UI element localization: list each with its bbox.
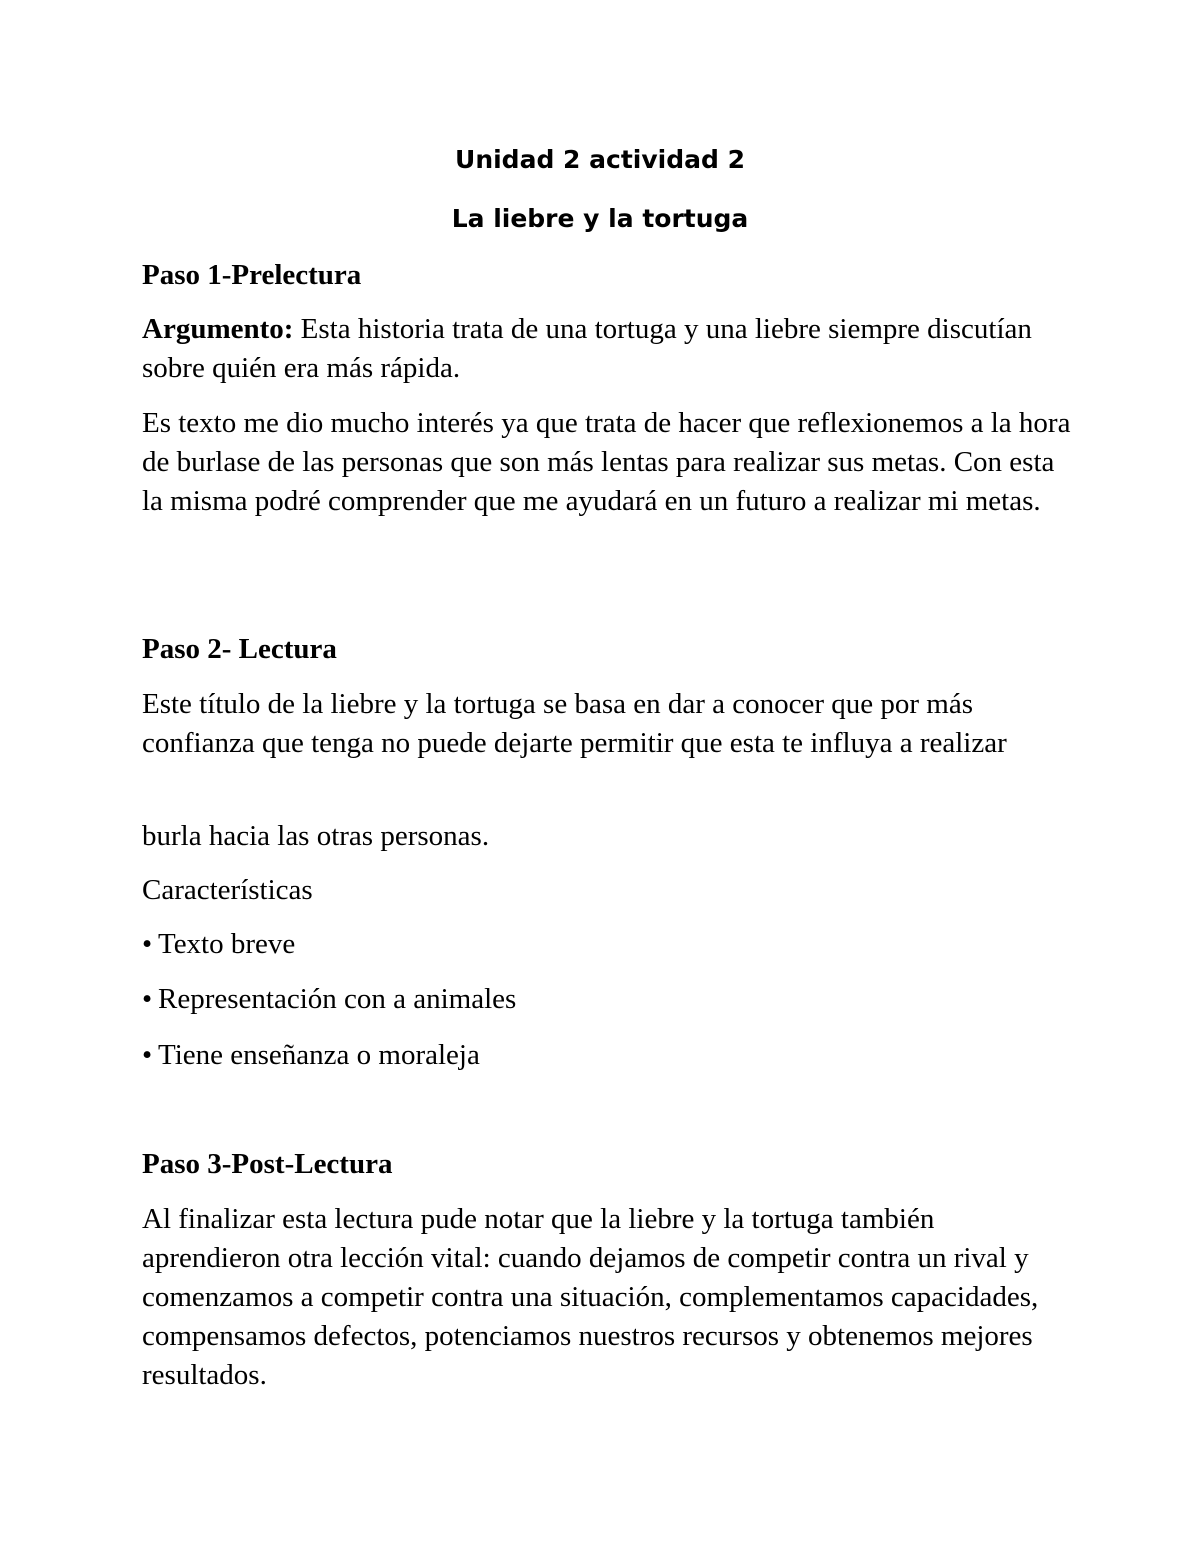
- feature-text: Tiene enseñanza o moraleja: [158, 1039, 480, 1071]
- paso2-heading: Paso 2- Lectura: [142, 633, 337, 665]
- bullet-icon: •: [142, 983, 153, 1015]
- bullet-icon: •: [142, 928, 153, 960]
- paso1-paragraph: Es texto me dio mucho interés ya que trata de hacer que reflexionemos a la hora de burlase de las personas que son más lentas para realizar sus metas. Con esta la misma podré comprender que me ayudará en un futuro a realizar mi metas.: [142, 407, 1071, 517]
- feature-text: Texto breve: [158, 928, 296, 960]
- paso1-argument: [142, 310, 1072, 388]
- feature-list-item: [142, 925, 1072, 964]
- features-label: Características: [142, 874, 313, 906]
- feature-list-item: [142, 980, 1072, 1019]
- document-title: Unidad 2 actividad 2: [455, 145, 745, 174]
- argument-text: Esta historia trata de una tortuga y una liebre siempre discutían sobre quién era más rápida.: [142, 313, 1032, 384]
- argument-label: Argumento:: [142, 313, 294, 345]
- paso2-paragraph-cont: burla hacia las otras personas.: [142, 820, 490, 852]
- bullet-icon: •: [142, 1039, 153, 1071]
- feature-list-item: [142, 1036, 1072, 1075]
- paso2-paragraph: Este título de la liebre y la tortuga se basa en dar a conocer que por más confianza que tenga no puede dejarte permitir que esta te influya a realizar: [142, 688, 1007, 759]
- paso1-heading: Paso 1-Prelectura: [142, 259, 362, 291]
- document-subtitle: La liebre y la tortuga: [451, 204, 749, 233]
- feature-text: Representación con a animales: [158, 983, 517, 1015]
- paso3-paragraph: Al finalizar esta lectura pude notar que la liebre y la tortuga también aprendieron otra lección vital: cuando dejamos de competir contra un rival y comenzamos a competir contra una situación, complementamos capacidades, compensamos defectos, potenciamos nuestros recursos y obtenemos mejores resultados.: [142, 1203, 1039, 1391]
- paso3-heading: Paso 3-Post-Lectura: [142, 1148, 393, 1180]
